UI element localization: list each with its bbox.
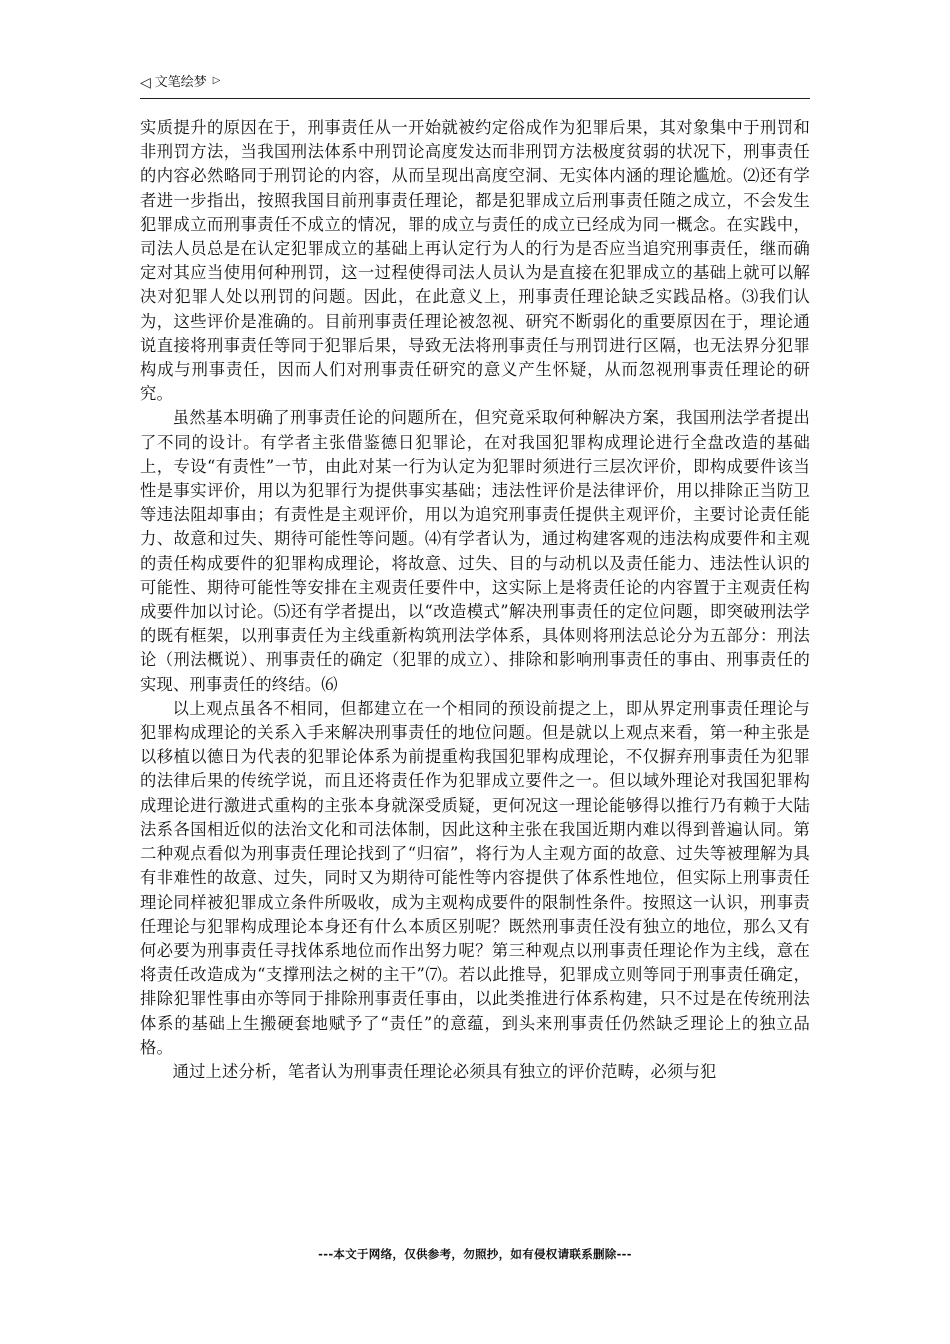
header-brand: [140, 74, 221, 92]
page-header: [140, 74, 810, 99]
paragraph-4: 通过上述分析，笔者认为刑事责任理论必须具有独立的评价范畴，必须与犯: [172, 1061, 717, 1081]
brand-title: 文笔绘梦: [154, 75, 207, 90]
paragraph-3: 以上观点虽各不相同，但都建立在一个相同的预设前提之上，即从界定刑事责任理论与犯罪构成理论的关系入手来解决刑事责任的地位问题。但是就以上观点来看，第一种主张是以移植以德日为代表的犯罪论体系为前提重构我国犯罪构成理论，不仅摒弃刑事责任为犯罪的法律后果的传统学说，而且还将责任作为犯罪成立要件之一。但以域外理论对我国犯罪构成理论进行激进式重构的主张本身就深受质疑，更何况这一理论能够得以推行乃有赖于大陆法系各国相近似的法治文化和司法体制，因此这种主张在我国近期内难以得到普遍认同。第二种观点看似为刑事责任理论找到了“归宿”，将行为人主观方面的故意、过失等被理解为具有非难性的故意、过失，同时又为期待可能性等内容提供了体系性地位，但实际上刑事责任理论同样被犯罪成立条件所吸收，成为主观构成要件的限制性条件。按照这一认识，刑事责任理论与犯罪构成理论本身还有什么本质区别呢？既然刑事责任没有独立的地位，那么又有何必要为刑事责任寻找体系地位而作出努力呢？第三种观点以刑事责任理论作为主线，意在将责任改造成为“支撑刑法之树的主干”⑺。若以此推导，犯罪成立则等同于刑事责任确定，排除犯罪性事由亦等同于排除刑事责任事由，以此类推进行体系构建，只不过是在传统刑法体系的基础上生搬硬套地赋予了“责任”的意蕴，到头来刑事责任仍然缺乏理论上的独立品格。: [140, 698, 810, 1057]
paragraph-2: 虽然基本明确了刑事责任论的问题所在，但究竟采取何种解决方案，我国刑法学者提出了不同的设计。有学者主张借鉴德日犯罪论，在对我国犯罪构成理论进行全盘改造的基础上，专设“有责性”一节，由此对某一行为认定为犯罪时须进行三层次评价，即构成要件该当性是事实评价，用以为犯罪行为提供事实基础；违法性评价是法律评价，用以排除正当防卫等违法阻却事由；有责性是主观评价，用以为追究刑事责任提供主观评价，主要讨论责任能力、故意和过失、期待可能性等问题。⑷有学者认为，通过构建客观的违法构成要件和主观的责任构成要件的犯罪构成理论，将故意、过失、目的与动机以及责任能力、违法性认识的可能性、期待可能性等安排在主观责任要件中，这实际上是将责任论的内容置于主观责任构成要件加以讨论。⑸还有学者提出，以“改造模式”解决刑事责任的定位问题，即突破刑法学的既有框架，以刑事责任为主线重新构筑刑法学体系，具体则将刑法总论分为五部分：刑法论（刑法概说）、刑事责任的确定（犯罪的成立）、排除和影响刑事责任的事由、刑事责任的实现、刑事责任的终结。⑹: [140, 408, 810, 694]
document-body: [140, 116, 810, 1084]
triangle-left-outline-icon: ◁: [140, 75, 151, 91]
triangle-right-outline-icon: ▷: [212, 75, 221, 86]
footer-disclaimer: ---本文于网络，仅供参考，勿照抄，如有侵权请联系删除---: [318, 1247, 632, 1261]
paragraph-1: 实质提升的原因在于，刑事责任从一开始就被约定俗成作为犯罪后果，其对象集中于刑罚和非刑罚方法，当我国刑法体系中刑罚论高度发达而非刑罚方法极度贫弱的状况下，刑事责任的内容必然略同于刑罚论的内容，从而呈现出高度空洞、无实体内涵的理论尴尬。⑵还有学者进一步指出，按照我国目前刑事责任理论，都是犯罪成立后刑事责任随之成立，不会发生犯罪成立而刑事责任不成立的情况，罪的成立与责任的成立已经成为同一概念。在实践中，司法人员总是在认定犯罪成立的基础上再认定行为人的行为是否应当追究刑事责任，继而确定对其应当使用何种刑罚，这一过程使得司法人员认为是直接在犯罪成立的基础上就可以解决对犯罪人处以刑罚的问题。因此，在此意义上，刑事责任理论缺乏实践品格。⑶我们认为，这些评价是准确的。目前刑事责任理论被忽视、研究不断弱化的重要原因在于，理论通说直接将刑事责任等同于犯罪后果，导致无法将刑事责任与刑罚进行区隔，也无法界分犯罪构成与刑事责任，因而人们对刑事责任研究的意义产生怀疑，从而忽视刑事责任理论的研究。: [140, 118, 810, 404]
